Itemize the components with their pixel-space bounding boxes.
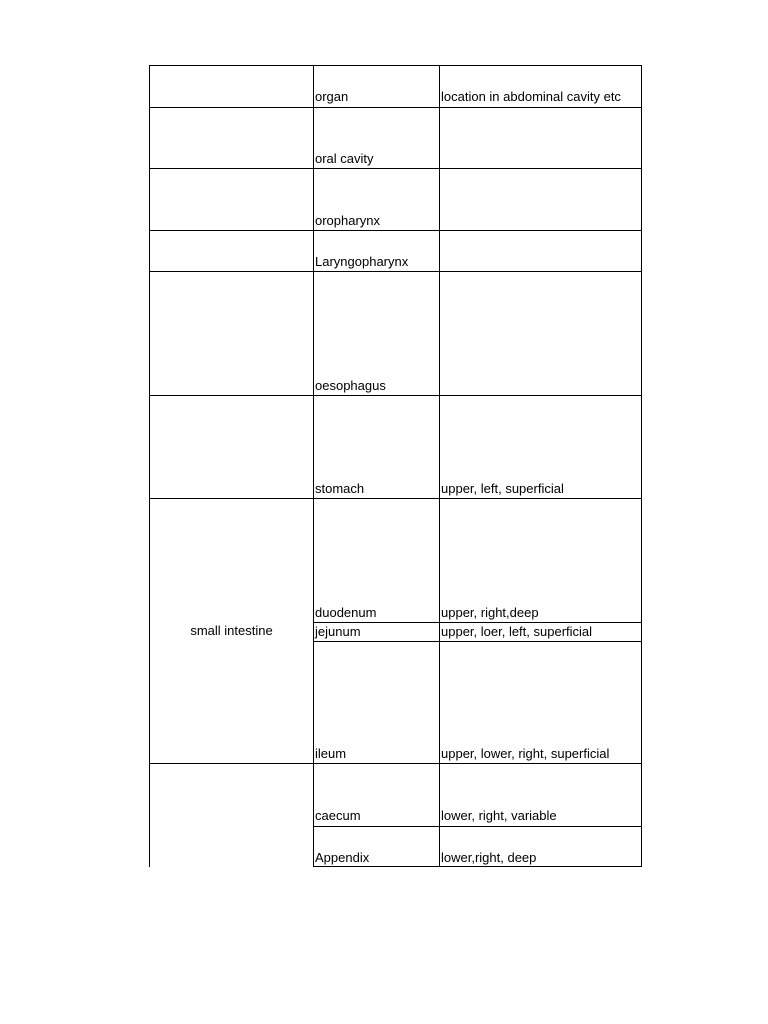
row-border xyxy=(149,395,642,396)
column-border xyxy=(313,65,314,867)
organ-cell: Laryngopharynx xyxy=(315,254,409,269)
row-border-top xyxy=(149,65,642,66)
location-cell: upper, right,deep xyxy=(441,605,539,620)
header-location: location in abdominal cavity etc xyxy=(441,89,621,104)
location-cell: lower, right, variable xyxy=(441,808,557,823)
row-border xyxy=(149,498,642,499)
organ-cell: oropharynx xyxy=(315,213,381,228)
organ-cell: duodenum xyxy=(315,605,377,620)
row-border xyxy=(313,641,642,642)
organ-cell: stomach xyxy=(315,481,365,496)
column-border-right xyxy=(641,65,642,867)
row-border xyxy=(149,763,642,764)
row-border xyxy=(313,622,642,623)
row-border xyxy=(149,230,642,231)
column-border xyxy=(439,65,440,867)
group-label-small-intestine: small intestine xyxy=(190,623,273,638)
organ-cell: Appendix xyxy=(315,850,370,865)
location-cell: upper, loer, left, superficial xyxy=(441,624,593,639)
row-border-bottom xyxy=(313,866,642,867)
row-border xyxy=(149,271,642,272)
organ-cell: caecum xyxy=(315,808,361,823)
row-border xyxy=(313,826,642,827)
location-cell: upper, left, superficial xyxy=(441,481,564,496)
location-cell: lower,right, deep xyxy=(441,850,537,865)
location-cell: upper, lower, right, superficial xyxy=(441,746,610,761)
organ-cell: jejunum xyxy=(315,624,361,639)
organ-cell: oesophagus xyxy=(315,378,386,393)
column-border-left xyxy=(149,65,150,867)
organ-cell: ileum xyxy=(315,746,347,761)
row-border xyxy=(149,107,642,108)
row-border xyxy=(149,168,642,169)
header-organ: organ xyxy=(315,89,349,104)
organ-cell: oral cavity xyxy=(315,151,374,166)
